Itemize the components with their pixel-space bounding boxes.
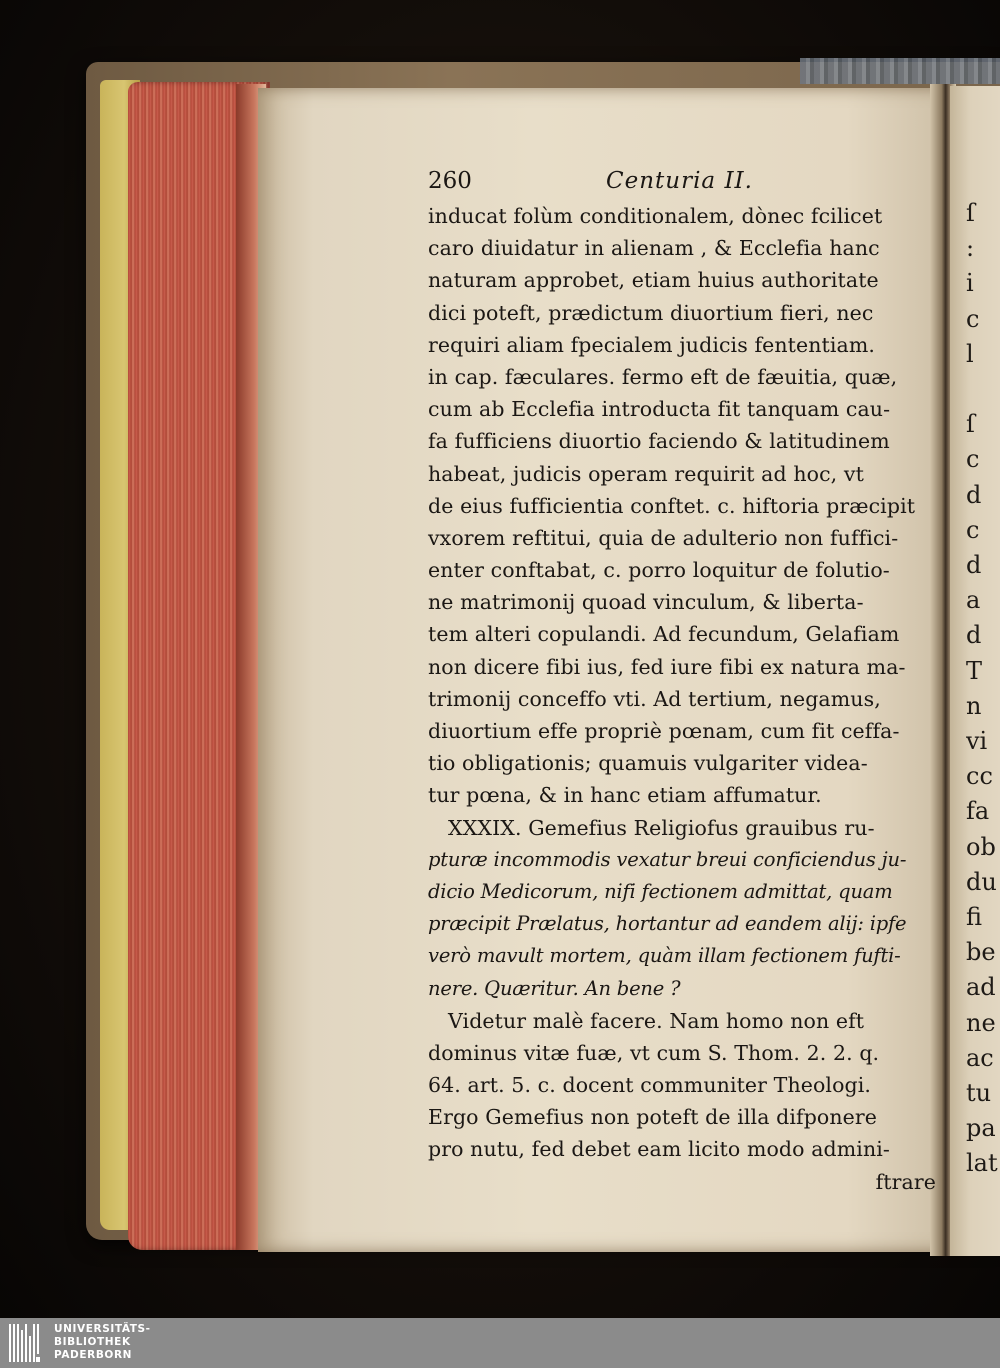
facing-page-text: ſ : і c l ſ c d c d a d T n vi cc fa ob du fi be ad ne ac tu pa lat [966, 199, 998, 1178]
running-head: Centuria II. [606, 168, 753, 194]
text-line: fa fufficiens diuortio faciendo & latitudinem [428, 429, 890, 454]
catchword: ftrare [875, 1169, 936, 1194]
library-footer [0, 1318, 1000, 1368]
text-line: diuortium effe propriè pœnam, cum fit ceffa- [428, 719, 900, 743]
page-header [428, 166, 948, 200]
question-line: dicio Medicorum, nifi fectionem admittat, quam [428, 879, 893, 903]
text-line: 64. art. 5. c. docent communiter Theologi. [428, 1073, 872, 1098]
text-line: tem alteri copulandi. Ad fecundum, Gelafiam [428, 622, 900, 647]
page-number: 260 [428, 168, 472, 194]
page-text [428, 166, 948, 1198]
text-line: dominus vitæ fuæ, vt cum S. Thom. 2. 2. q. [428, 1040, 880, 1065]
section-heading-line: XXXIX. Gemefius Religiofus grauibus ru- [448, 815, 875, 840]
body-text [428, 200, 948, 1198]
text-line: vxorem reftitui, quia de adulterio non fuffici- [428, 525, 899, 550]
library-name-line1: UNIVERSITÄTS- [54, 1323, 151, 1335]
text-line: enter conftabat, c. porro loquitur de folutio- [428, 558, 890, 583]
text-line: in cap. fæculares. fermo eft de fæuitia, quæ, [428, 364, 898, 389]
text-line: non dicere fibi ius, fed iure fibi ex natura ma- [428, 654, 906, 679]
library-name-line3: PADERBORN [54, 1349, 133, 1361]
library-name-line2: BIBLIOTHEK [54, 1336, 131, 1348]
text-line: Videtur malè facere. Nam homo non eft [448, 1008, 865, 1033]
question-line: verò mavult mortem, quàm illam fectionem fufti- [428, 944, 901, 968]
library-name [54, 1323, 151, 1362]
question-line: nere. Quæritur. An bene ? [428, 976, 681, 1000]
text-line: habeat, judicis operam requirit ad hoc, vt [428, 461, 864, 486]
question-line: pturæ incommodis vexatur breui conficiendus ju- [428, 847, 907, 871]
text-line: de eius fufficientia conftet. c. hiftoria præcipit [428, 493, 916, 518]
text-line: naturam approbet, etiam huius authoritate [428, 268, 879, 293]
question-line: præcipit Prælatus, hortantur ad eandem alij: ipfe [428, 912, 907, 936]
library-logo-icon [8, 1322, 48, 1364]
cover-edge-strip [800, 58, 1000, 84]
text-line: Ergo Gemefius non poteft de illa difponere [428, 1105, 878, 1130]
text-line: requiri aliam fpecialem judicis fententiam. [428, 332, 876, 357]
text-line: trimonij conceffo vti. Ad tertium, negamus, [428, 686, 881, 711]
text-line: cum ab Ecclefia introducta fit tanquam cau- [428, 397, 891, 422]
text-line: dici poteft, prædictum diuortium fieri, nec [428, 300, 874, 325]
text-line: pro nutu, fed debet eam licito modo admini- [428, 1137, 890, 1162]
text-line: caro diuidatur in alienam , & Ecclefia hanc [428, 236, 880, 261]
text-line: inducat folùm conditionalem, dònec fcilicet [428, 204, 883, 228]
text-line: tur pœna, & in hanc etiam affumatur. [428, 783, 822, 808]
text-line: ne matrimonij quoad vinculum, & liberta- [428, 590, 864, 615]
text-line: tio obligationis; quamuis vulgariter videa- [428, 751, 868, 776]
